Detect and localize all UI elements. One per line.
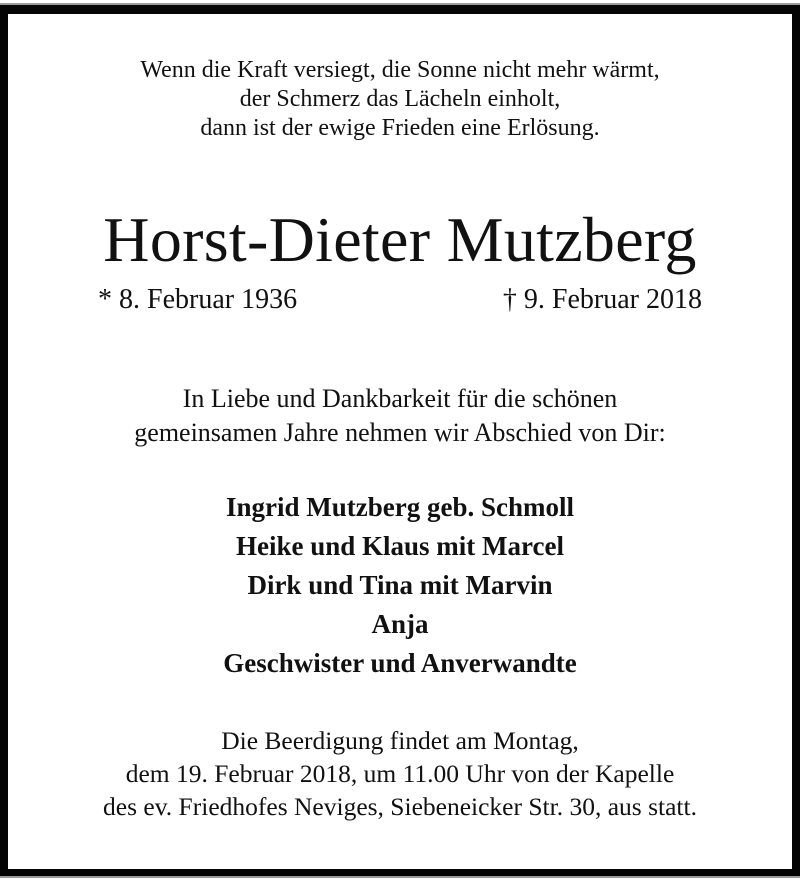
dedication-line-1: In Liebe und Dankbarkeit für die schönen <box>182 384 618 413</box>
mourner-line: Dirk und Tina mit Marvin <box>247 570 553 600</box>
mourner-line: Heike und Klaus mit Marcel <box>236 531 564 561</box>
funeral-info-line-1: Die Beerdigung findet am Montag, <box>221 726 579 755</box>
funeral-info-line-3: des ev. Friedhofes Neviges, Siebeneicker Str. 30, aus statt. <box>103 792 697 821</box>
dedication-line-2: gemeinsamen Jahre nehmen wir Abschied von Dir: <box>134 418 666 447</box>
mourner-line: Geschwister und Anverwandte <box>223 648 577 678</box>
funeral-info-line-2: dem 19. Februar 2018, um 11.00 Uhr von der Kapelle <box>125 759 675 788</box>
quote-line-2: der Schmerz das Lächeln einholt, <box>239 86 561 112</box>
birth-date: * 8. Februar 1936 <box>98 284 298 315</box>
bottom-edge-line <box>0 876 800 878</box>
life-dates <box>98 286 702 314</box>
mourner-line: Anja <box>371 609 429 639</box>
death-date: † 9. Februar 2018 <box>502 284 702 315</box>
quote-line-3: dann ist der ewige Frieden eine Erlösung. <box>200 115 600 141</box>
quote-line-1: Wenn die Kraft versiegt, die Sonne nicht mehr wärmt, <box>140 57 660 83</box>
mourner-line: Ingrid Mutzberg geb. Schmoll <box>226 492 574 522</box>
deceased-name: Horst-Dieter Mutzberg <box>103 204 697 275</box>
